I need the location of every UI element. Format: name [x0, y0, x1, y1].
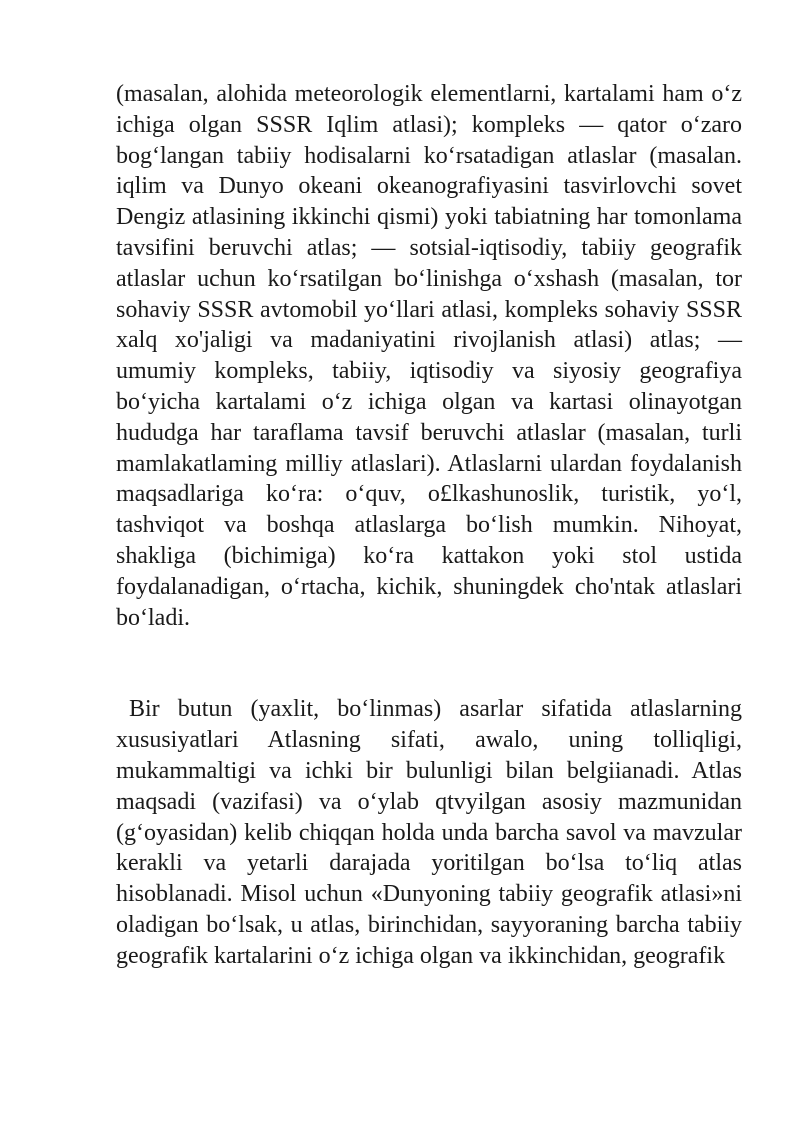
paragraph-atlas-properties: Bir butun (yaxlit, bo‘linmas) asarlar sifatida atlaslarning xususiyatlari Atlasning sifati, awalo, uning tolliqligi, mukammaltigi va ichki bir bulunligi bilan belgiianadi. Atlas maqsadi (vazifasi) va o‘ylab qtvyilgan asosiy mazmunidan (g‘oyasidan) kelib chiqqan holda unda barcha savol va mavzular kerakli va yetarli darajada yoritilgan bo‘lsa to‘liq atlas hisoblanadi. Misol uchun «Dunyoning tabiiy geografik atlasi»ni oladigan bo‘lsak, u atlas, birinchidan, sayyoraning barcha tabiiy geografik kartalarini o‘z ichiga olgan va ikkinchidan, geografik	[116, 696, 742, 969]
document-page	[116, 79, 742, 972]
paragraph-atlas-types: (masalan, alohida meteorologik elementlarni, kartalami ham o‘z ichiga olgan SSSR Iqlim atlasi); kompleks — qator o‘zaro bog‘langan tabiiy hodisalarni ko‘rsatadigan atlaslar (masalan. iqlim va Dunyo okeani okeanografiyasini tasvirlovchi sovet Dengiz atlasining ikkinchi qismi) yoki tabiatning har tomonlama tavsifini beruvchi atlas; — sotsial-iqtisodiy, tabiiy geografik atlaslar uchun ko‘rsatilgan bo‘linishga o‘xshash (masalan, tor sohaviy SSSR avtomobil yo‘llari atlasi, kompleks sohaviy SSSR xalq xo'jaligi va madaniyatini rivojlanish atlasi) atlas; — umumiy kompleks, tabiiy, iqtisodiy va siyosiy geografiya bo‘yicha kartalami o‘z ichiga olgan va kartasi olinayotgan hududga har taraflama tavsif beruvchi atlaslar (masalan, turli mamlakatlaming milliy atlaslari). Atlaslarni ulardan foydalanish maqsadlariga ko‘ra: o‘quv, o£lkashunoslik, turistik, yo‘l, tashviqot va boshqa atlaslarga bo‘lish mumkin. Nihoyat, shakliga (bichimiga) ko‘ra kattakon yoki stol ustida foydalanadigan, o‘rtacha, kichik, shuningdek cho'ntak atlaslari bo‘ladi.	[116, 81, 742, 631]
paragraph-spacer	[116, 633, 742, 694]
